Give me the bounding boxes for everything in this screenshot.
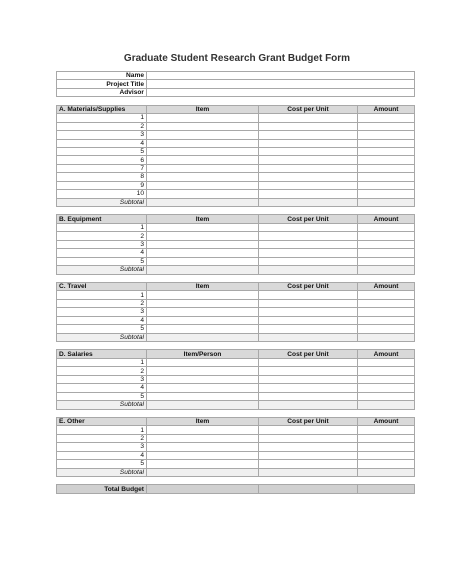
info-field[interactable] <box>147 72 415 80</box>
cost-cell[interactable] <box>259 325 358 333</box>
amount-header: Amount <box>358 215 415 223</box>
subtotal-label: Subtotal <box>57 468 147 476</box>
row-number: 2 <box>57 232 147 240</box>
amount-cell[interactable] <box>358 426 415 434</box>
cost-cell[interactable] <box>259 223 358 231</box>
amount-cell[interactable] <box>358 291 415 299</box>
amount-header: Amount <box>358 105 415 113</box>
section-title: A. Materials/Supplies <box>57 105 147 113</box>
spacer-row <box>57 409 415 417</box>
table-row <box>57 139 415 147</box>
table-row <box>57 451 415 459</box>
subtotal-row <box>57 468 415 476</box>
spacer <box>57 207 415 215</box>
table-row <box>57 384 415 392</box>
item-cell[interactable] <box>147 181 259 189</box>
table-row <box>57 426 415 434</box>
item-cell[interactable] <box>147 223 259 231</box>
subtotal-amount-cell[interactable] <box>358 266 415 274</box>
amount-cell[interactable] <box>358 375 415 383</box>
item-cell[interactable] <box>147 114 259 122</box>
subtotal-item-cell <box>147 468 259 476</box>
cost-cell[interactable] <box>259 257 358 265</box>
item-cell[interactable] <box>147 426 259 434</box>
amount-cell[interactable] <box>358 156 415 164</box>
table-row <box>57 114 415 122</box>
cost-cell[interactable] <box>259 316 358 324</box>
item-cell[interactable] <box>147 451 259 459</box>
cost-cell[interactable] <box>259 384 358 392</box>
section-title: D. Salaries <box>57 350 147 358</box>
item-cell[interactable] <box>147 164 259 172</box>
item-cell[interactable] <box>147 316 259 324</box>
cost-cell[interactable] <box>259 460 358 468</box>
amount-header: Amount <box>358 417 415 425</box>
table-row <box>57 156 415 164</box>
spacer <box>57 97 415 105</box>
table-row <box>57 131 415 139</box>
item-cell[interactable] <box>147 291 259 299</box>
row-number: 4 <box>57 384 147 392</box>
amount-cell[interactable] <box>358 232 415 240</box>
amount-cell[interactable] <box>358 316 415 324</box>
item-cell[interactable] <box>147 232 259 240</box>
cost-cell[interactable] <box>259 122 358 130</box>
subtotal-row <box>57 266 415 274</box>
item-cell[interactable] <box>147 131 259 139</box>
row-number: 1 <box>57 223 147 231</box>
row-number: 1 <box>57 358 147 366</box>
item-cell[interactable] <box>147 257 259 265</box>
cost-cell[interactable] <box>259 451 358 459</box>
info-label: Name <box>57 72 147 80</box>
item-cell[interactable] <box>147 384 259 392</box>
subtotal-cost-cell <box>259 468 358 476</box>
table-row <box>57 299 415 307</box>
item-header: Item <box>147 105 259 113</box>
spacer-row <box>57 207 415 215</box>
table-row <box>57 316 415 324</box>
amount-cell[interactable] <box>358 190 415 198</box>
item-cell[interactable] <box>147 367 259 375</box>
subtotal-cost-cell <box>259 333 358 341</box>
item-cell[interactable] <box>147 240 259 248</box>
cost-cell[interactable] <box>259 164 358 172</box>
amount-cell[interactable] <box>358 164 415 172</box>
row-number: 3 <box>57 308 147 316</box>
cost-header: Cost per Unit <box>259 215 358 223</box>
spacer <box>57 409 415 417</box>
amount-header: Amount <box>358 350 415 358</box>
row-number: 5 <box>57 257 147 265</box>
amount-cell[interactable] <box>358 460 415 468</box>
table-row <box>57 392 415 400</box>
cost-cell[interactable] <box>259 249 358 257</box>
amount-cell[interactable] <box>358 443 415 451</box>
spacer-row <box>57 477 415 485</box>
subtotal-label: Subtotal <box>57 198 147 206</box>
amount-cell[interactable] <box>358 325 415 333</box>
amount-cell[interactable] <box>358 308 415 316</box>
amount-cell[interactable] <box>358 451 415 459</box>
amount-cell[interactable] <box>358 139 415 147</box>
total-cost-cell <box>259 485 358 493</box>
row-number: 4 <box>57 139 147 147</box>
item-cell[interactable] <box>147 443 259 451</box>
cost-cell[interactable] <box>259 299 358 307</box>
amount-cell[interactable] <box>358 257 415 265</box>
amount-header: Amount <box>358 282 415 290</box>
subtotal-item-cell <box>147 333 259 341</box>
row-number: 8 <box>57 173 147 181</box>
table-row <box>57 443 415 451</box>
amount-cell[interactable] <box>358 181 415 189</box>
table-row <box>57 434 415 442</box>
cost-cell[interactable] <box>259 173 358 181</box>
table-row <box>57 257 415 265</box>
row-number: 10 <box>57 190 147 198</box>
subtotal-label: Subtotal <box>57 333 147 341</box>
form-title: Graduate Student Research Grant Budget Form <box>123 53 351 64</box>
row-number: 2 <box>57 122 147 130</box>
item-header: Item <box>147 215 259 223</box>
row-number: 4 <box>57 249 147 257</box>
subtotal-label: Subtotal <box>57 401 147 409</box>
row-number: 1 <box>57 114 147 122</box>
section-header <box>57 105 415 113</box>
item-header: Item/Person <box>147 350 259 358</box>
table-row <box>57 223 415 231</box>
subtotal-amount-cell[interactable] <box>358 468 415 476</box>
amount-cell[interactable] <box>358 249 415 257</box>
section-title: B. Equipment <box>57 215 147 223</box>
cost-header: Cost per Unit <box>259 350 358 358</box>
cost-cell[interactable] <box>259 392 358 400</box>
item-cell[interactable] <box>147 147 259 155</box>
cost-cell[interactable] <box>259 114 358 122</box>
cost-cell[interactable] <box>259 147 358 155</box>
item-header: Item <box>147 417 259 425</box>
row-number: 6 <box>57 156 147 164</box>
total-row <box>57 485 415 493</box>
item-cell[interactable] <box>147 392 259 400</box>
subtotal-amount-cell[interactable] <box>358 333 415 341</box>
info-field[interactable] <box>147 80 415 88</box>
cost-header: Cost per Unit <box>259 105 358 113</box>
subtotal-row <box>57 333 415 341</box>
info-row <box>57 88 415 96</box>
row-number: 3 <box>57 240 147 248</box>
table-row <box>57 358 415 366</box>
item-cell[interactable] <box>147 325 259 333</box>
info-label: Project Title <box>57 80 147 88</box>
cost-cell[interactable] <box>259 190 358 198</box>
amount-cell[interactable] <box>358 434 415 442</box>
total-amount-cell[interactable] <box>358 485 415 493</box>
cost-cell[interactable] <box>259 139 358 147</box>
item-cell[interactable] <box>147 156 259 164</box>
subtotal-cost-cell <box>259 266 358 274</box>
table-row <box>57 375 415 383</box>
section-header <box>57 215 415 223</box>
row-number: 2 <box>57 299 147 307</box>
item-cell[interactable] <box>147 190 259 198</box>
row-number: 1 <box>57 291 147 299</box>
cost-header: Cost per Unit <box>259 282 358 290</box>
item-cell[interactable] <box>147 460 259 468</box>
row-number: 4 <box>57 316 147 324</box>
item-cell[interactable] <box>147 139 259 147</box>
amount-cell[interactable] <box>358 173 415 181</box>
subtotal-item-cell <box>147 266 259 274</box>
subtotal-label: Subtotal <box>57 266 147 274</box>
info-row <box>57 80 415 88</box>
amount-cell[interactable] <box>358 122 415 130</box>
item-cell[interactable] <box>147 358 259 366</box>
amount-cell[interactable] <box>358 240 415 248</box>
table-row <box>57 291 415 299</box>
cost-cell[interactable] <box>259 375 358 383</box>
subtotal-amount-cell[interactable] <box>358 198 415 206</box>
item-cell[interactable] <box>147 122 259 130</box>
spacer <box>57 342 415 350</box>
amount-cell[interactable] <box>358 223 415 231</box>
amount-cell[interactable] <box>358 367 415 375</box>
cost-cell[interactable] <box>259 291 358 299</box>
item-cell[interactable] <box>147 173 259 181</box>
row-number: 2 <box>57 367 147 375</box>
item-cell[interactable] <box>147 299 259 307</box>
cost-cell[interactable] <box>259 308 358 316</box>
info-label: Advisor <box>57 88 147 96</box>
cost-cell[interactable] <box>259 156 358 164</box>
row-number: 7 <box>57 164 147 172</box>
table-row <box>57 181 415 189</box>
spacer <box>57 274 415 282</box>
row-number: 5 <box>57 392 147 400</box>
row-number: 3 <box>57 443 147 451</box>
info-field[interactable] <box>147 88 415 96</box>
total-label: Total Budget <box>57 485 147 493</box>
budget-table <box>56 71 415 494</box>
row-number: 2 <box>57 434 147 442</box>
subtotal-cost-cell <box>259 401 358 409</box>
cost-cell[interactable] <box>259 367 358 375</box>
row-number: 4 <box>57 451 147 459</box>
table-row <box>57 460 415 468</box>
table-row <box>57 325 415 333</box>
info-row <box>57 72 415 80</box>
item-cell[interactable] <box>147 308 259 316</box>
row-number: 5 <box>57 460 147 468</box>
table-row <box>57 232 415 240</box>
cost-cell[interactable] <box>259 131 358 139</box>
section-header <box>57 282 415 290</box>
cost-cell[interactable] <box>259 181 358 189</box>
total-item-cell <box>147 485 259 493</box>
amount-cell[interactable] <box>358 392 415 400</box>
table-row <box>57 308 415 316</box>
amount-cell[interactable] <box>358 147 415 155</box>
row-number: 5 <box>57 325 147 333</box>
amount-cell[interactable] <box>358 114 415 122</box>
row-number: 9 <box>57 181 147 189</box>
cost-header: Cost per Unit <box>259 417 358 425</box>
cost-cell[interactable] <box>259 232 358 240</box>
table-row <box>57 367 415 375</box>
amount-cell[interactable] <box>358 131 415 139</box>
table-row <box>57 240 415 248</box>
item-cell[interactable] <box>147 375 259 383</box>
row-number: 1 <box>57 426 147 434</box>
item-cell[interactable] <box>147 249 259 257</box>
section-title: C. Travel <box>57 282 147 290</box>
subtotal-amount-cell[interactable] <box>358 401 415 409</box>
row-number: 3 <box>57 375 147 383</box>
table-row <box>57 249 415 257</box>
subtotal-cost-cell <box>259 198 358 206</box>
cost-cell[interactable] <box>259 443 358 451</box>
cost-cell[interactable] <box>259 358 358 366</box>
row-number: 3 <box>57 131 147 139</box>
spacer-row <box>57 274 415 282</box>
subtotal-item-cell <box>147 198 259 206</box>
spacer-row <box>57 342 415 350</box>
spacer <box>57 477 415 485</box>
subtotal-row <box>57 198 415 206</box>
item-cell[interactable] <box>147 434 259 442</box>
table-row <box>57 122 415 130</box>
item-header: Item <box>147 282 259 290</box>
section-title: E. Other <box>57 417 147 425</box>
amount-cell[interactable] <box>358 358 415 366</box>
table-row <box>57 164 415 172</box>
cost-cell[interactable] <box>259 240 358 248</box>
section-header <box>57 350 415 358</box>
table-row <box>57 147 415 155</box>
subtotal-item-cell <box>147 401 259 409</box>
subtotal-row <box>57 401 415 409</box>
amount-cell[interactable] <box>358 299 415 307</box>
table-row <box>57 190 415 198</box>
section-header <box>57 417 415 425</box>
cost-cell[interactable] <box>259 434 358 442</box>
amount-cell[interactable] <box>358 384 415 392</box>
cost-cell[interactable] <box>259 426 358 434</box>
spacer-row <box>57 97 415 105</box>
table-row <box>57 173 415 181</box>
row-number: 5 <box>57 147 147 155</box>
